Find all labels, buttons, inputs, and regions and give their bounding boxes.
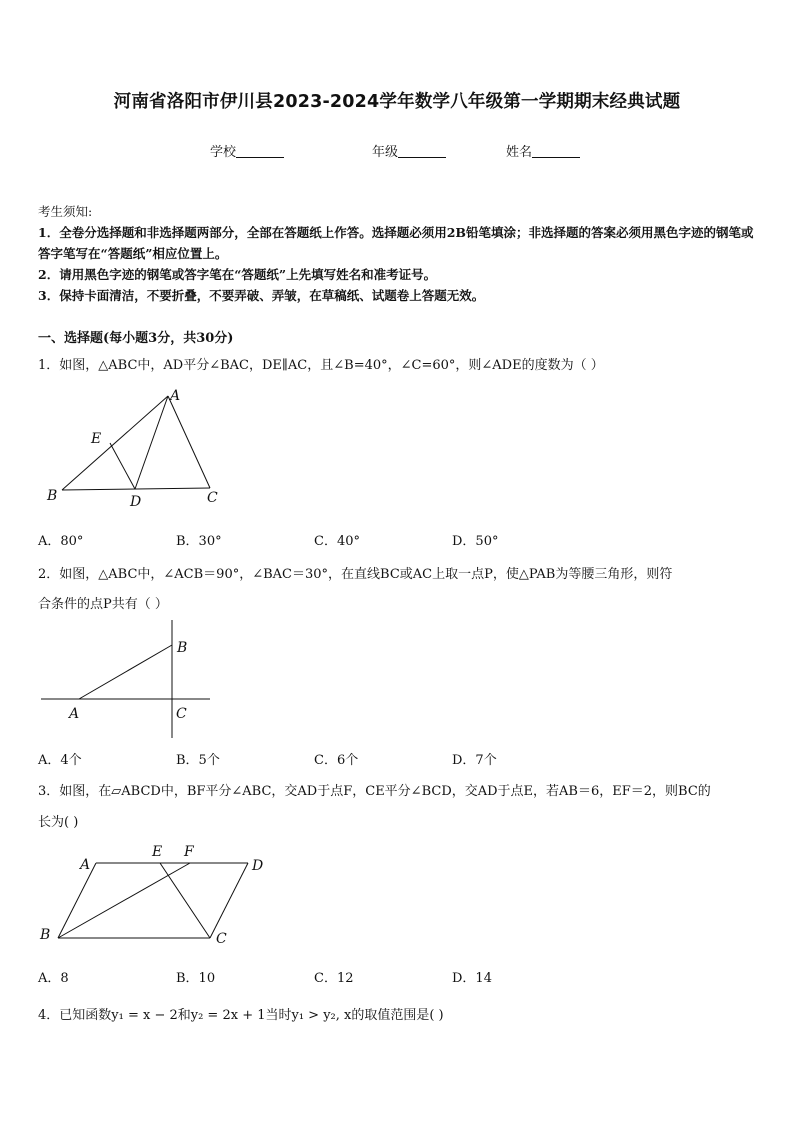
label-c: C <box>176 706 187 722</box>
label-d: D <box>130 494 142 510</box>
question-3-option-b: B．10 <box>176 971 216 986</box>
question-3-option-c: C．12 <box>314 971 354 986</box>
label-f: F <box>184 844 194 860</box>
name-blank <box>532 145 580 158</box>
question-2-option-a: A．4个 <box>38 753 82 768</box>
segment-ad <box>135 396 168 489</box>
question-3-option-d: D．14 <box>452 971 492 986</box>
segment-ce <box>160 863 210 938</box>
label-c: C <box>216 931 227 947</box>
question-1-option-d: D．50° <box>452 534 499 549</box>
name-field <box>506 141 580 160</box>
section-heading: 一、选择题(每小题3分，共30分) <box>38 331 234 346</box>
label-a: A <box>80 857 91 873</box>
question-3-stem-line1: 3．如图，在▱ABCD中，BF平分∠ABC，交AD于点F，CE平分∠BCD，交AD于点E，若AB＝6，EF＝2，则BC的 <box>38 784 711 799</box>
side-ba <box>62 396 168 490</box>
question-2-stem-line1: 2．如图，△ABC中，∠ACB＝90°，∠BAC＝30°，在直线BC或AC上取一点P，使△PAB为等腰三角形，则符 <box>38 567 673 582</box>
question-2-option-d: D．7个 <box>452 753 497 768</box>
side-cd <box>210 863 248 938</box>
label-a: A <box>170 388 181 404</box>
label-b: B <box>177 640 188 656</box>
school-field <box>210 141 284 160</box>
question-1-option-c: C．40° <box>314 534 360 549</box>
grade-label: 年级 <box>372 145 399 160</box>
label-a: A <box>69 706 80 722</box>
segment-de <box>110 443 135 489</box>
school-blank <box>236 145 284 158</box>
name-label: 姓名 <box>506 145 533 160</box>
label-e: E <box>91 431 102 447</box>
side-ac <box>168 396 210 488</box>
grade-blank <box>398 145 446 158</box>
school-label: 学校 <box>210 145 237 160</box>
question-2-figure <box>38 618 218 742</box>
question-4-stem: 4．已知函数y₁ = x − 2和y₂ = 2x + 1当时y₁ > y₂, x的取值范围是( ) <box>38 1008 444 1023</box>
notice-item-3: 3．保持卡面清洁，不要折叠，不要弄破、弄皱，在草稿纸、试题卷上答题无效。 <box>38 288 485 303</box>
segment-bf <box>58 863 190 938</box>
page-title: 河南省洛阳市伊川县2023-2024学年数学八年级第一学期期末经典试题 <box>113 92 681 112</box>
question-1-option-a: A．80° <box>38 534 84 549</box>
question-2-option-c: C．6个 <box>314 753 359 768</box>
question-3-option-a: A．8 <box>38 971 69 986</box>
label-e: E <box>152 844 163 860</box>
side-bc <box>62 488 210 490</box>
grade-field <box>372 141 446 160</box>
question-1-figure <box>38 385 238 515</box>
question-3-figure <box>38 838 278 953</box>
question-1-stem: 1．如图，△ABC中，AD平分∠BAC，DE∥AC，且∠B=40°，∠C=60°，则∠ADE的度数为（ ） <box>38 358 604 373</box>
label-b: B <box>40 927 51 943</box>
notice-item-2: 2．请用黑色字迹的钢笔或答字笔在“答题纸”上先填写姓名和准考证号。 <box>38 267 437 282</box>
label-b: B <box>47 488 58 504</box>
notice-item-1: 1．全卷分选择题和非选择题两部分，全部在答题纸上作答。选择题必须用2B铅笔填涂；非选择题的答案必须用黑色字迹的钢笔或答字笔写在“答题纸”相应位置上。 <box>38 225 754 261</box>
question-2-stem-line2: 合条件的点P共有（ ） <box>38 597 168 612</box>
label-d: D <box>252 858 264 874</box>
question-1-option-b: B．30° <box>176 534 222 549</box>
question-3-stem-line2: 长为( ) <box>38 815 79 830</box>
notice-block <box>38 201 758 306</box>
notice-heading: 考生须知: <box>38 204 93 219</box>
question-2-option-b: B．5个 <box>176 753 220 768</box>
label-c: C <box>207 490 218 506</box>
segment-ab <box>79 645 172 699</box>
